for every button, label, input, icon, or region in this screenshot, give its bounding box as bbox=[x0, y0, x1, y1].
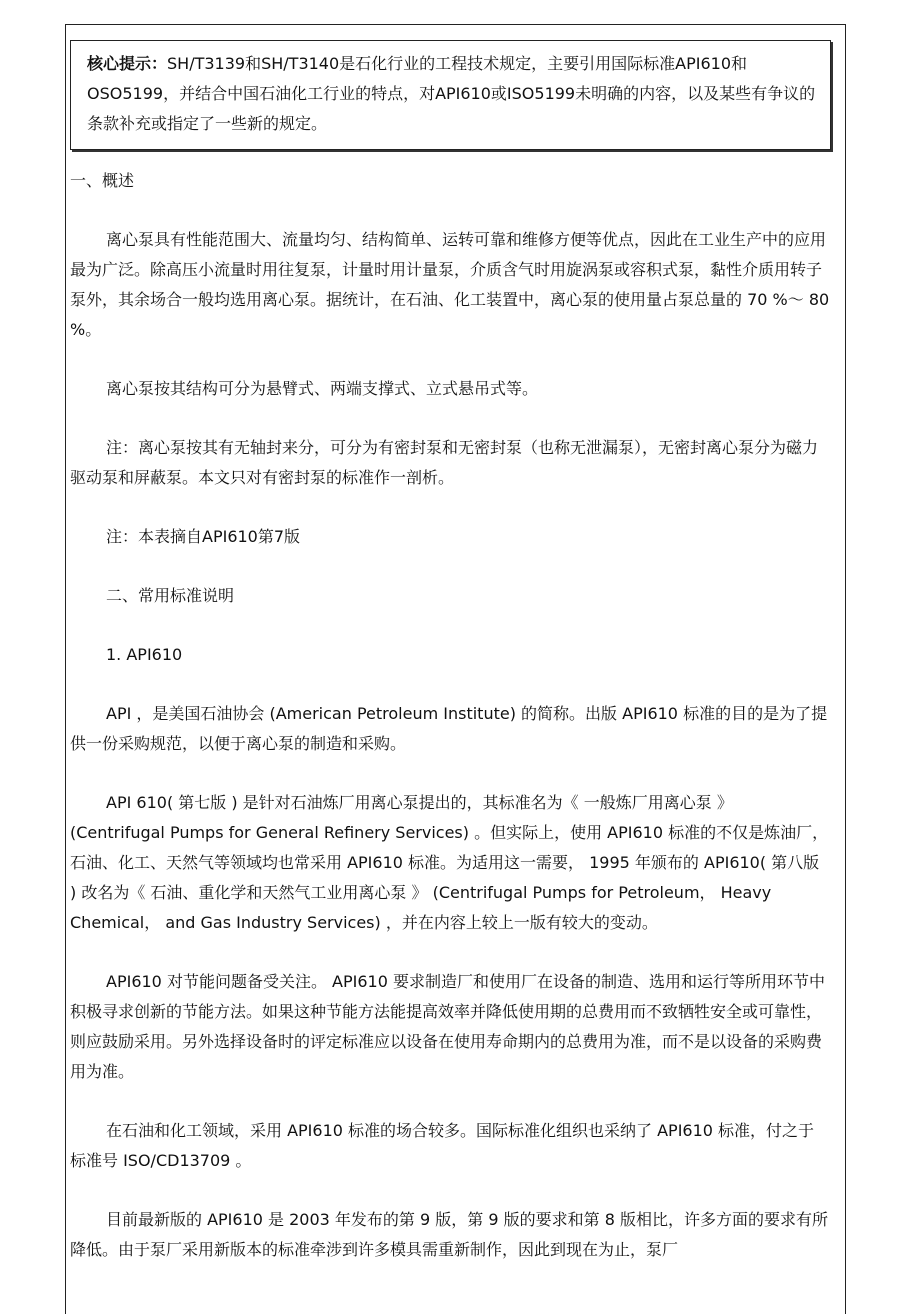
paragraph-iso-adoption: 在石油和化工领域，采用 API610 标准的场合较多。国际标准化组织也采纳了 API610 标准，付之于标准号 ISO/CD13709 。 bbox=[70, 1121, 815, 1170]
summary-label: 核心提示： bbox=[87, 54, 168, 73]
paragraph-intro: 离心泵具有性能范围大、流量均匀、结构简单、运转可靠和维修方便等优点，因此在工业生产中的应用最为广泛。除高压小流量时用往复泵，计量时用计量泵，介质含气时用旋涡泵或容积式泵，黏性介质用转子泵外，其余场合一般均选用离心泵。据统计，在石油、化工装置中，离心泵的使用量占泵总量的 70 %～ 80 %。 bbox=[70, 230, 830, 339]
section-heading-standards: 二、常用标准说明 bbox=[106, 586, 235, 605]
paragraph-api-editions: API 610( 第七版 ) 是针对石油炼厂用离心泵提出的，其标准名为《 一般炼厂用离心泵 》 (Centrifugal Pumps for General Refinery Services) 。但实际上，使用 API610 标准的不仅是炼油厂，石油、化工、天然气等领域均也常采用 API610 标准。为适用这一需要， 1995 年颁布的 API610( 第八版 ) 改名为《 石油、重化学和天然气工业用离心泵 》 (Centrifugal Pumps for Petroleum， Heavy Chemical， and Gas Industry Services) ，并在内容上较上一版有较大的变动。 bbox=[70, 793, 829, 932]
paragraph-api-definition: API ，是美国石油协会 (American Petroleum Institute) 的简称。出版 API610 标准的目的是为了提供一份采购规范，以便于离心泵的制造和采购。 bbox=[70, 704, 828, 753]
document-body bbox=[70, 166, 830, 1294]
paragraph-structure: 离心泵按其结构可分为悬臂式、两端支撑式、立式悬吊式等。 bbox=[106, 379, 539, 398]
subsection-heading-api610: 1. API610 bbox=[106, 645, 183, 664]
paragraph-note-source: 注：本表摘自API610第7版 bbox=[106, 527, 301, 546]
paragraph-latest-version: 目前最新版的 API610 是 2003 年发布的第 9 版，第 9 版的要求和第 8 版相比，许多方面的要求有所降低。由于泵厂采用新版本的标准牵涉到许多模具需重新制作，因此到现在为止，泵厂 bbox=[70, 1210, 828, 1259]
section-heading-overview: 一、概述 bbox=[70, 171, 135, 190]
paragraph-note-seal: 注：离心泵按其有无轴封来分，可分为有密封泵和无密封泵（也称无泄漏泵），无密封离心泵分为磁力驱动泵和屏蔽泵。本文只对有密封泵的标准作一剖析。 bbox=[70, 438, 819, 487]
paragraph-energy-saving: API610 对节能问题备受关注。 API610 要求制造厂和使用厂在设备的制造、选用和运行等所用环节中积极寻求创新的节能方法。如果这种节能方法能提高效率并降低使用期的总费用而不致牺牲安全或可靠性，则应鼓励采用。另外选择设备时的评定标准应以设备在使用寿命期内的总费用为准，而不是以设备的采购费用为准。 bbox=[70, 972, 825, 1081]
summary-text: SH/T3139和SH/T3140是石化行业的工程技术规定，主要引用国际标准API610和OSO5199，并结合中国石油化工行业的特点，对API610或ISO5199未明确的内容，以及某些有争议的条款补充或指定了一些新的规定。 bbox=[87, 54, 816, 133]
summary-box bbox=[70, 40, 831, 150]
